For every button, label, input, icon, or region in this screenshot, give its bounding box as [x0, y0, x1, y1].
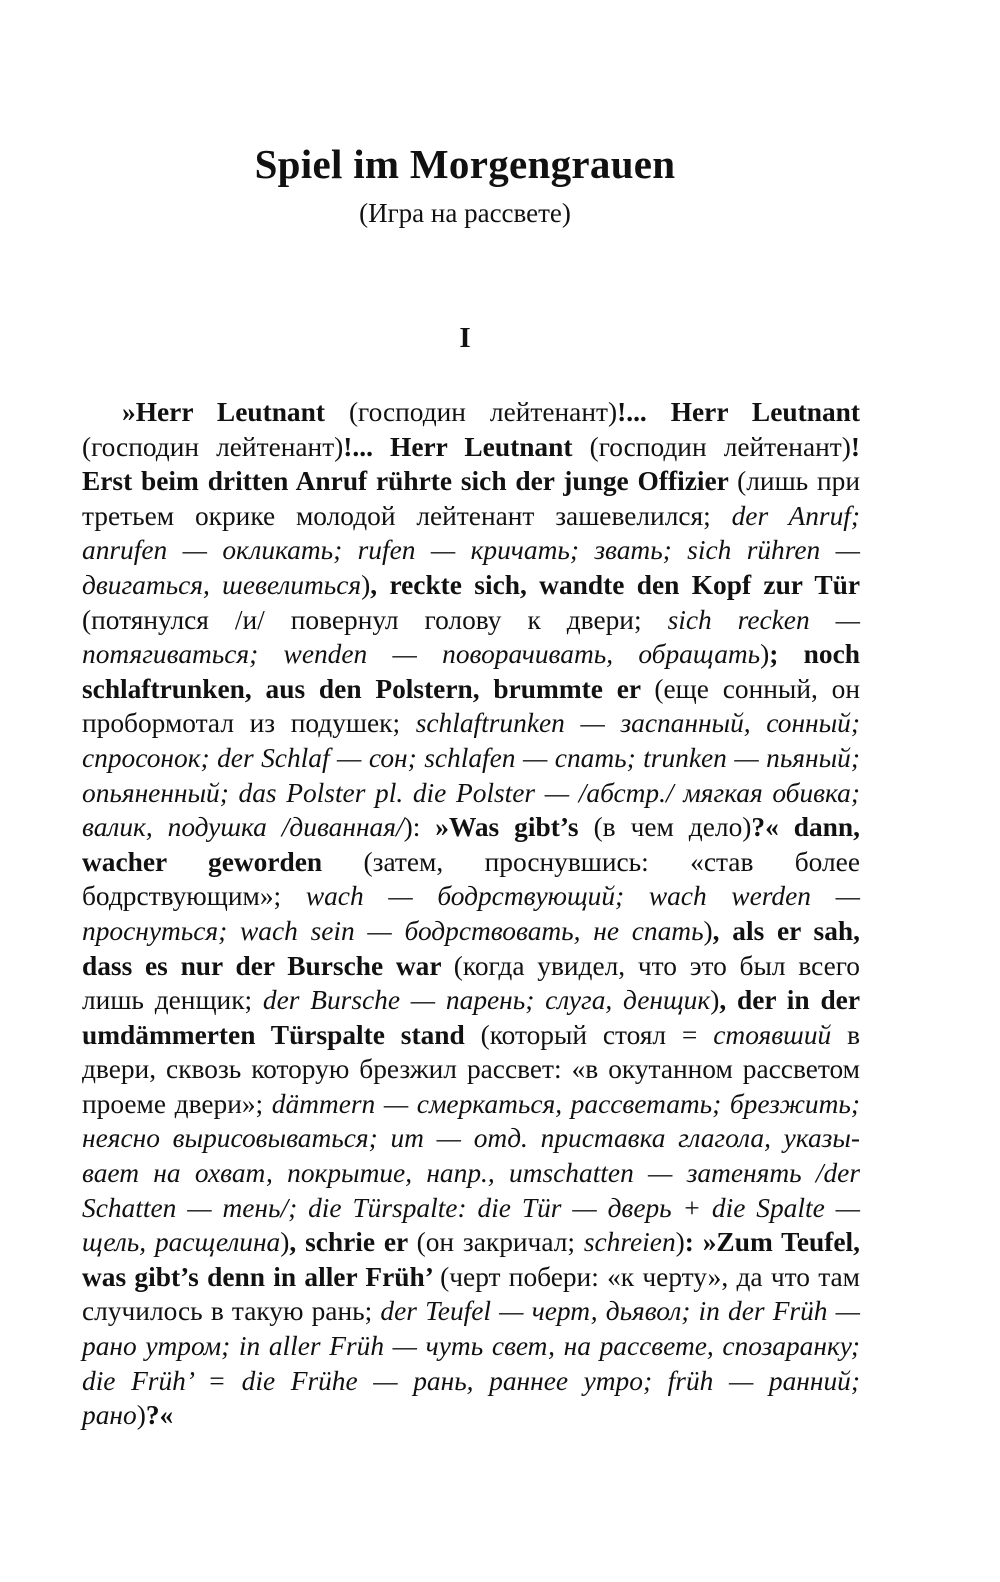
translation-segment: (господин лейтенант): [589, 431, 851, 462]
vocabulary-note-segment: der Anruf; anrufen — окликать; rufen — кричать; звать; sich rühren — двигаться, шевелиться: [82, 500, 860, 600]
vocabulary-note-segment: dämmern — смеркаться, рассветать; брезжить; неясно вырисовываться; um — отд. приставка глагола, указывает на охват, покрытие, напр., umschatten — затенять /der Schatten — тень/; die Türspalte: die Tür — дверь + die Spalte — щель, расщелина: [82, 1088, 860, 1258]
translation-segment: (в чем дело): [593, 812, 752, 843]
translation-segment: ):: [403, 812, 436, 843]
body-paragraph: [82, 395, 860, 1433]
translation-segment: (еще сонный, он пробормотал из подушек;: [82, 673, 861, 739]
chapter-number: I: [459, 322, 471, 354]
german-text-segment: , der in der umdämmerten Türspalte stand: [82, 985, 860, 1050]
translation-segment: (потянулся /и/ повернул голову к двери;: [82, 604, 668, 635]
story-title: Spiel im Morgengrauen: [254, 141, 676, 187]
german-text-segment: !... Herr Leutnant: [617, 397, 860, 427]
german-text-segment: »Was gibt’s: [435, 812, 594, 843]
translation-segment: (затем, проснувшись: «став более бодрствующим»;: [82, 846, 860, 912]
story-subtitle-translation: (Игра на рассвете): [359, 198, 571, 228]
german-text-segment: ?«: [145, 1400, 174, 1431]
german-text-segment: , schrie er: [289, 1227, 417, 1258]
translation-segment: в двери, сквозь которую брезжил рассвет: «в окутанном рассветом проеме двери»;: [82, 1019, 861, 1119]
translation-segment: (когда увидел, что это был всего лишь денщик;: [82, 950, 860, 1016]
translation-segment: (черт побери: «к черту», да что там случилось в такую рань;: [82, 1261, 861, 1327]
translation-segment: ): [703, 915, 713, 946]
vocabulary-note-segment: schreien: [583, 1227, 676, 1258]
vocabulary-note-segment: wach — бодрствующий; wach werden — проснуться; wach sein — бодрствовать, не спать: [82, 881, 860, 946]
translation-segment: ): [760, 639, 770, 670]
translation-segment: ): [710, 985, 720, 1016]
vocabulary-note-segment: sich recken — потягиваться; wenden — поворачивать, обращать: [82, 604, 860, 670]
german-text-segment: : »Zum Teufel, was gibt’s denn in aller Früh’: [82, 1227, 860, 1292]
translation-segment: ): [136, 1400, 146, 1431]
german-text-segment: ! Erst beim dritten Anruf rührte sich der junge Offizier: [82, 431, 860, 497]
translation-segment: (лишь при третьем окрике молодой лейтенант зашевелился;: [82, 466, 860, 531]
vocabulary-note-segment: стоявший: [713, 1019, 832, 1050]
translation-segment: (господин лейтенант): [82, 431, 344, 462]
vocabulary-note-segment: der Bursche — парень; слуга, денщик: [262, 985, 711, 1016]
german-text-segment: ?« dann, wacher geworden: [82, 812, 860, 877]
translation-segment: (господин лейтенант): [348, 397, 618, 427]
translation-segment: ): [361, 569, 371, 600]
translation-segment: (который стоял =: [480, 1019, 714, 1050]
vocabulary-note-segment: schlaftrunken — заспанный, сонный; спросонок; der Schlaf — сон; schlafen — спать; trunken — пьяный; опьяненный; das Polster pl. die Polster — /абстр./ мягкая обивка; валик, подушка /диванная/: [82, 708, 860, 843]
translation-segment: (он закричал;: [416, 1227, 584, 1258]
german-text-segment: !... Herr Leutnant: [343, 431, 590, 462]
german-text-segment: , reckte sich, wandte den Kopf zur Tür: [370, 569, 860, 600]
german-text-segment: »Herr Leutnant: [122, 397, 349, 427]
german-text-segment: , als er sah, dass es nur der Bursche war: [82, 915, 860, 981]
vocabulary-note-segment: der Teufel — черт, дьявол; in der Früh — рано утром; in aller Früh — чуть свет, на рассвете, спозаранку; die Früh’ = die Frühe — рань, раннее утро; früh — ранний; рано: [82, 1296, 860, 1431]
translation-segment: ): [675, 1227, 685, 1258]
german-text-segment: ; noch schlaftrunken, aus den Polstern, brummte er: [82, 639, 860, 704]
translation-segment: ): [280, 1227, 290, 1258]
